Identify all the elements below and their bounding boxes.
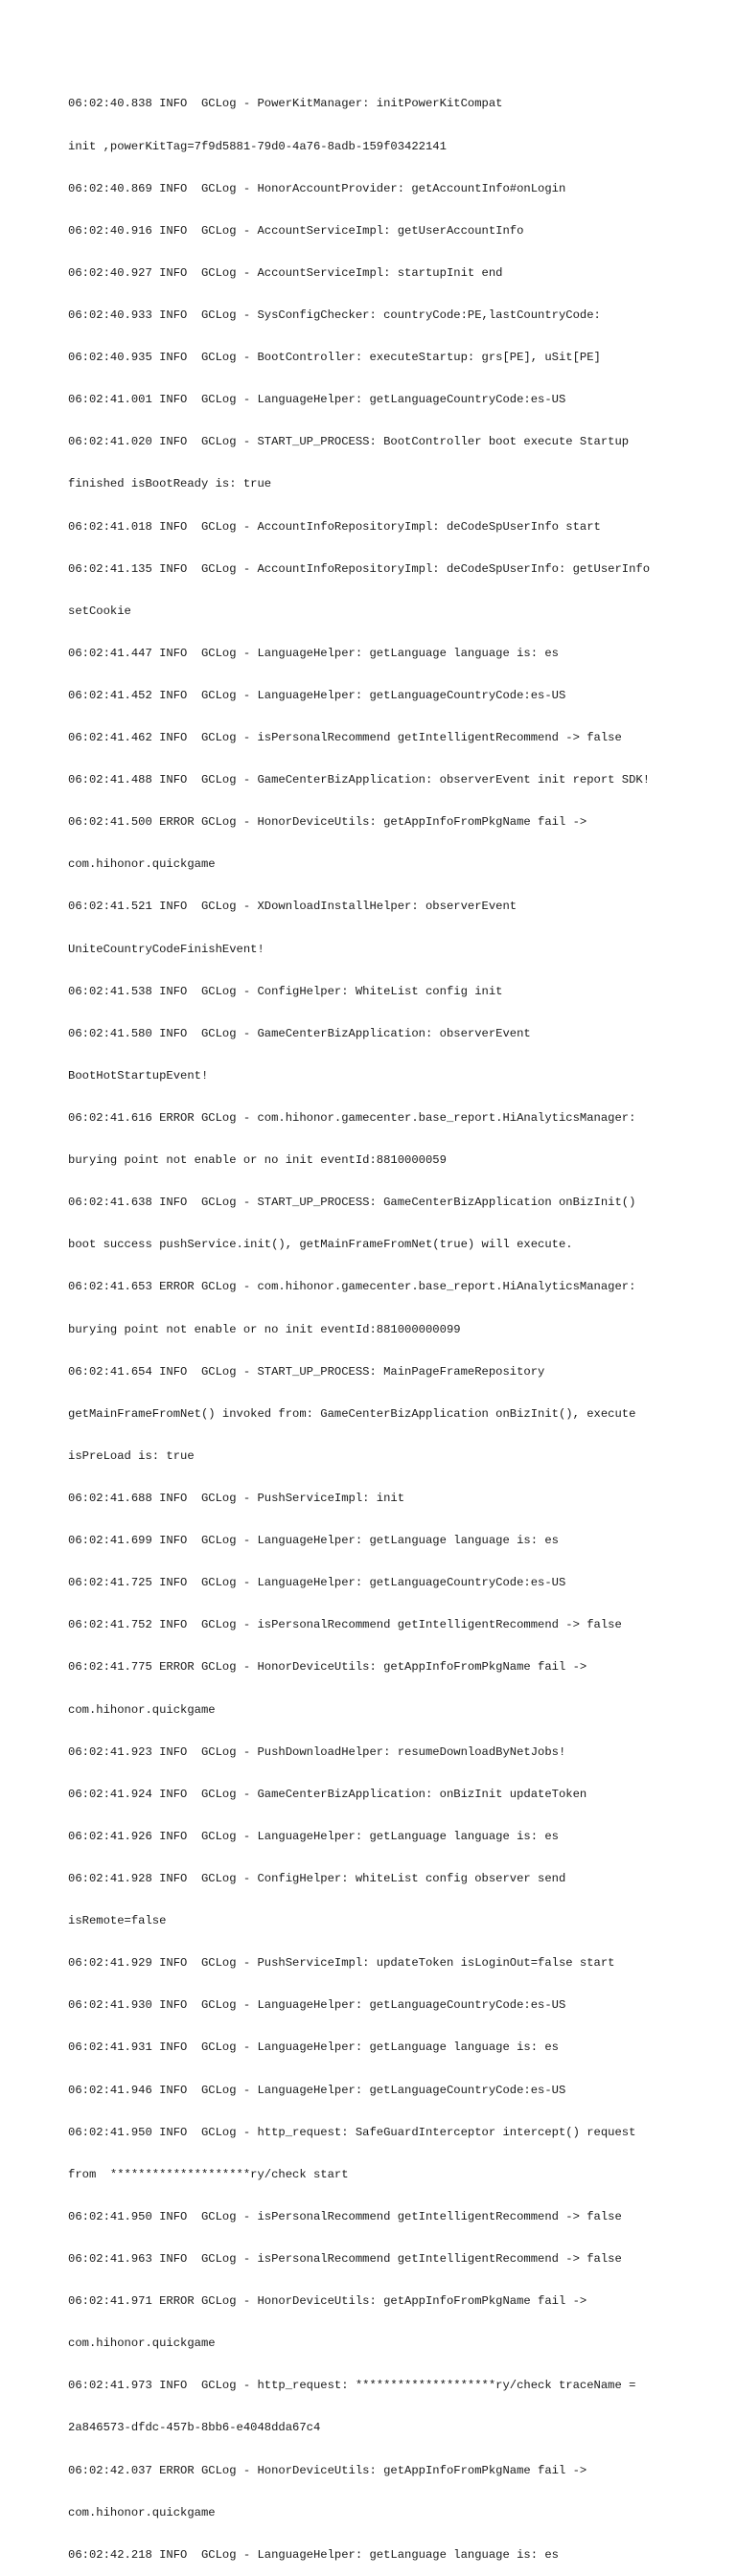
log-line: finished isBootReady is: true [68,477,272,491]
log-line: 06:02:40.838 INFO GCLog - PowerKitManager: initPowerKitCompat [68,97,503,111]
log-line: 06:02:41.950 INFO GCLog - isPersonalRecommend getIntelligentRecommend -> false [68,2209,622,2223]
log-line: 06:02:41.924 INFO GCLog - GameCenterBizApplication: onBizInit updateToken [68,1787,587,1801]
log-line: 06:02:41.946 INFO GCLog - LanguageHelper: getLanguageCountryCode:es-US [68,2083,566,2097]
log-line: 06:02:41.018 INFO GCLog - AccountInfoRepositoryImpl: deCodeSpUserInfo start [68,519,601,534]
log-line: 06:02:42.037 ERROR GCLog - HonorDeviceUtils: getAppInfoFromPkgName fail -> [68,2463,587,2477]
log-line: 06:02:41.462 INFO GCLog - isPersonalRecommend getIntelligentRecommend -> false [68,731,622,745]
log-line: 06:02:40.933 INFO GCLog - SysConfigChecker: countryCode:PE,lastCountryCode: [68,308,601,322]
log-line: 06:02:41.930 INFO GCLog - LanguageHelper: getLanguageCountryCode:es-US [68,1998,566,2013]
log-line: 06:02:41.950 INFO GCLog - http_request: SafeGuardInterceptor intercept() request [68,2125,636,2139]
log-line: init ,powerKitTag=7f9d5881-79d0-4a76-8adb-159f03422141 [68,139,447,153]
log-line: 06:02:41.447 INFO GCLog - LanguageHelper: getLanguage language is: es [68,646,559,660]
log-line: 06:02:40.869 INFO GCLog - HonorAccountProvider: getAccountInfo#onLogin [68,181,566,195]
log-line: 06:02:41.688 INFO GCLog - PushServiceImpl: init [68,1492,405,1506]
log-line: 06:02:42.218 INFO GCLog - LanguageHelper: getLanguage language is: es [68,2547,559,2562]
log-line: 06:02:41.500 ERROR GCLog - HonorDeviceUtils: getAppInfoFromPkgName fail -> [68,815,587,830]
log-output [68,69,701,2576]
log-line: 06:02:41.538 INFO GCLog - ConfigHelper: WhiteList config init [68,984,503,998]
log-line: 06:02:41.001 INFO GCLog - LanguageHelper: getLanguageCountryCode:es-US [68,393,566,407]
log-line: com.hihonor.quickgame [68,2337,216,2351]
log-line: 06:02:41.928 INFO GCLog - ConfigHelper: whiteList config observer send [68,1872,566,1885]
log-line: com.hihonor.quickgame [68,1702,216,1717]
log-line: 06:02:41.973 INFO GCLog - http_request: ********************ry/check traceName = [68,2379,636,2393]
log-line: 06:02:41.020 INFO GCLog - START_UP_PROCESS: BootController boot execute Startup [68,435,630,449]
log-line: 06:02:40.916 INFO GCLog - AccountServiceImpl: getUserAccountInfo [68,223,524,238]
log-line: 2a846573-dfdc-457b-8bb6-e4048dda67c4 [68,2421,321,2435]
log-line: 06:02:41.929 INFO GCLog - PushServiceImpl: updateToken isLoginOut=false start [68,1956,615,1971]
log-line: BootHotStartupEvent! [68,1068,209,1083]
log-line: 06:02:41.725 INFO GCLog - LanguageHelper: getLanguageCountryCode:es-US [68,1576,566,1590]
log-line: 06:02:41.931 INFO GCLog - LanguageHelper: getLanguage language is: es [68,2040,559,2055]
log-line: 06:02:41.521 INFO GCLog - XDownloadInstallHelper: observerEvent [68,900,518,914]
log-line: burying point not enable or no init eventId:8810000059 [68,1153,447,1168]
log-line: 06:02:41.699 INFO GCLog - LanguageHelper: getLanguage language is: es [68,1534,559,1548]
log-line: 06:02:41.653 ERROR GCLog - com.hihonor.gamecenter.base_report.HiAnalyticsManager: [68,1280,636,1294]
log-line: com.hihonor.quickgame [68,857,216,872]
log-line: setCookie [68,604,131,618]
log-line: UniteCountryCodeFinishEvent! [68,942,264,956]
log-line: com.hihonor.quickgame [68,2505,216,2519]
log-line: 06:02:41.616 ERROR GCLog - com.hihonor.gamecenter.base_report.HiAnalyticsManager: [68,1111,636,1126]
log-line: 06:02:41.963 INFO GCLog - isPersonalRecommend getIntelligentRecommend -> false [68,2251,622,2266]
log-line: 06:02:41.452 INFO GCLog - LanguageHelper: getLanguageCountryCode:es-US [68,688,566,702]
log-line: 06:02:41.926 INFO GCLog - LanguageHelper: getLanguage language is: es [68,1829,559,1843]
log-line: 06:02:41.488 INFO GCLog - GameCenterBizApplication: observerEvent init report SDK! [68,773,651,787]
log-line: 06:02:40.927 INFO GCLog - AccountServiceImpl: startupInit end [68,265,503,280]
log-line: isPreLoad is: true [68,1448,195,1463]
log-line: 06:02:41.752 INFO GCLog - isPersonalRecommend getIntelligentRecommend -> false [68,1618,622,1632]
log-line: 06:02:41.580 INFO GCLog - GameCenterBizApplication: observerEvent [68,1026,531,1040]
log-line: 06:02:40.935 INFO GCLog - BootController: executeStartup: grs[PE], uSit[PE] [68,351,601,365]
log-line: 06:02:41.775 ERROR GCLog - HonorDeviceUtils: getAppInfoFromPkgName fail -> [68,1660,587,1675]
log-line: 06:02:41.638 INFO GCLog - START_UP_PROCESS: GameCenterBizApplication onBizInit() [68,1196,636,1210]
log-line: 06:02:41.971 ERROR GCLog - HonorDeviceUtils: getAppInfoFromPkgName fail -> [68,2294,587,2309]
log-line: from ********************ry/check start [68,2167,349,2181]
log-line: isRemote=false [68,1914,167,1928]
log-line: burying point not enable or no init eventId:881000000099 [68,1322,461,1336]
log-line: 06:02:41.923 INFO GCLog - PushDownloadHelper: resumeDownloadByNetJobs! [68,1744,566,1759]
log-line: boot success pushService.init(), getMainFrameFromNet(true) will execute. [68,1238,573,1252]
log-line: 06:02:41.135 INFO GCLog - AccountInfoRepositoryImpl: deCodeSpUserInfo: getUserInfo [68,561,651,576]
log-line: 06:02:41.654 INFO GCLog - START_UP_PROCESS: MainPageFrameRepository [68,1364,545,1379]
log-line: getMainFrameFromNet() invoked from: GameCenterBizApplication onBizInit(), execute [68,1406,636,1421]
